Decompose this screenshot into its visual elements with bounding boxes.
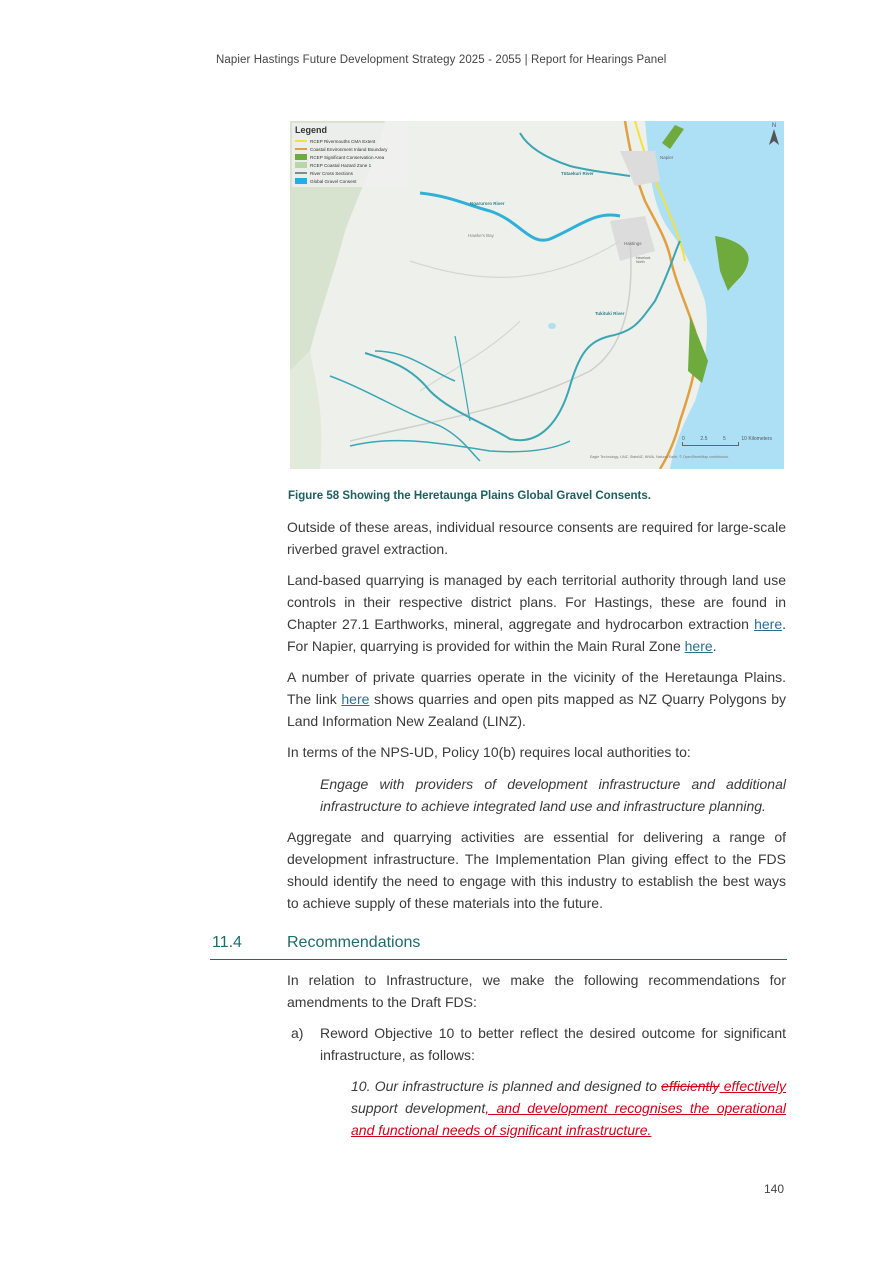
napier-plan-link[interactable]: here (684, 638, 713, 654)
running-header: Napier Hastings Future Development Strategy 2025 - 2055 | Report for Hearings Panel (216, 54, 667, 66)
text: 10. Our infrastructure is planned and designed to (351, 1078, 662, 1094)
map-legend (292, 123, 408, 187)
figure-caption: Figure 58 Showing the Heretaunga Plains Global Gravel Consents. (288, 490, 651, 502)
north-arrow-icon (768, 123, 780, 149)
objective-10-amended (351, 1075, 786, 1141)
recommendation-item-a: Reword Objective 10 to better reflect the desired outcome for significant infrastructure, as follows: (320, 1025, 786, 1063)
legend-label: RCEP Significant Conservation Area (310, 154, 385, 160)
label-napier: Napier (660, 155, 674, 160)
text: A number of private quarries operate in the vicinity of the Heretaunga Plains. The link (287, 669, 786, 707)
list-marker: a) (291, 1025, 304, 1041)
paragraph: Aggregate and quarrying activities are essential for delivering a range of development infrastructure. The Implementation Plan giving effect to the FDS should identify the need to engage with this industry to establish the best ways to achieve supply of these materials into the future. (287, 829, 786, 911)
legend-label: RCEP Rivermouths CMA Extent (310, 138, 376, 144)
section-title: Recommendations (287, 934, 421, 951)
legend-label: Global Gravel Consent (310, 178, 357, 184)
legend-label: River Cross Sections (310, 170, 353, 176)
section-divider (210, 959, 787, 960)
scale-tick: 0 (682, 436, 685, 442)
text: shows quarries and open pits mapped as NZ Quarry Polygons by Land Information New Zealand (LINZ). (287, 691, 786, 729)
north-label: N (771, 123, 777, 129)
label-hastings: Hastings (624, 241, 642, 246)
scale-tick: 2.5 (700, 436, 708, 442)
legend-item (295, 145, 405, 153)
label-tukituki: Tukituki River (595, 311, 625, 316)
inserted-text: , and development recognises the operational and functional needs of significant infrastructure. (351, 1100, 786, 1138)
linz-quarry-link[interactable]: here (341, 691, 370, 707)
legend-swatch (295, 148, 307, 150)
legend-item (295, 161, 405, 169)
legend-swatch (295, 140, 307, 142)
scale-tick: 10 Kilometers (741, 436, 772, 442)
gravel-consents-map (290, 121, 784, 469)
label-ngaruroro: Ngaruroro River (470, 201, 505, 206)
recommendations-intro: In relation to Infrastructure, we make the following recommendations for amendments to the Draft FDS: (287, 972, 786, 1010)
label-hawkes-bay: Hawke's Bay (468, 233, 494, 238)
paragraph (287, 666, 786, 732)
legend-swatch (295, 178, 307, 184)
legend-title: Legend (295, 125, 328, 135)
legend-swatch (295, 154, 307, 160)
legend-label: Coastal Environment Inland Boundary (310, 146, 388, 152)
label-havelock: Havelock North (636, 256, 651, 264)
label-tutaekuri: Tūtaekuri River (561, 171, 594, 176)
text: . For Napier, quarrying is provided for within the Main Rural Zone (287, 616, 786, 654)
legend-label: RCEP Coastal Hazard Zone 1 (310, 162, 372, 168)
policy-quote: Engage with providers of development infrastructure and additional infrastructure to achieve integrated land use and infrastructure planning. (320, 776, 786, 814)
paragraph: Outside of these areas, individual resource consents are required for large-scale riverbed gravel extraction. (287, 519, 786, 557)
section-number: 11.4 (212, 934, 242, 951)
page-number: 140 (764, 1182, 785, 1196)
text: support development (351, 1100, 486, 1116)
deleted-text: efficiently (661, 1078, 720, 1094)
legend-item (295, 169, 405, 177)
paragraph: In terms of the NPS-UD, Policy 10(b) requires local authorities to: (287, 744, 691, 760)
text: . (712, 638, 717, 654)
scale-tick: 5 (722, 436, 726, 442)
legend-item (295, 137, 405, 145)
legend-swatch (295, 162, 307, 168)
scale-bar (682, 436, 772, 446)
legend-swatch (295, 172, 307, 174)
legend-item (295, 153, 405, 161)
hastings-plan-link[interactable]: here (754, 616, 783, 632)
map-attribution: Eagle Technology, LINZ, StatsNZ, NIWA, Natural Earth, © OpenStreetMap contributors. (590, 455, 730, 459)
legend-item (295, 177, 405, 185)
text: Land-based quarrying is managed by each territorial authority through land use controls in their respective district plans. For Hastings, these are found in Chapter 27.1 Earthworks, mineral, aggregate and hydrocarbon extraction (287, 572, 786, 632)
inserted-text: effectively (719, 1078, 786, 1094)
paragraph (287, 569, 786, 657)
